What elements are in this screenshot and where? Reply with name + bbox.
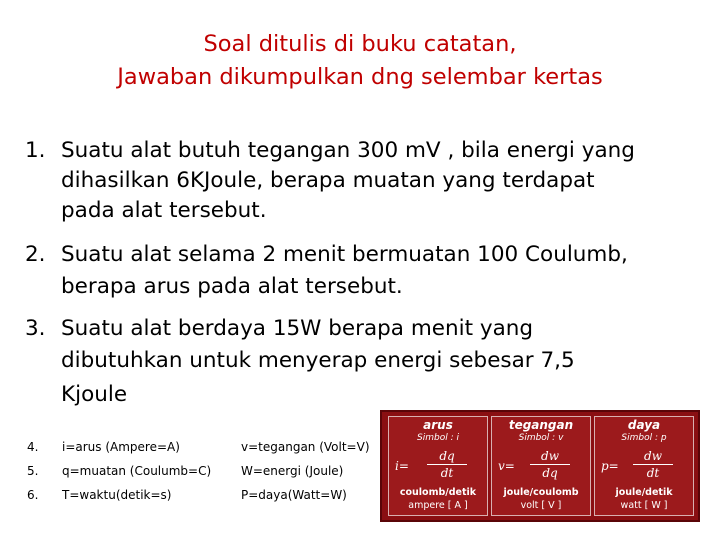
formula-numerator: dw <box>644 449 662 463</box>
formula-card-tegangan <box>491 416 591 516</box>
note-definition: q=muatan (Coulumb=C) <box>62 464 212 478</box>
card-heading: tegangan <box>508 418 574 432</box>
note-number: 5. <box>27 464 39 478</box>
card-unit-derived: coulomb/detik <box>399 487 477 498</box>
question-text-line: dihasilkan 6KJoule, berapa muatan yang terdapat <box>61 168 595 193</box>
card-formula <box>393 447 485 483</box>
note-definition: T=waktu(detik=s) <box>62 488 172 502</box>
note-definition: P=daya(Watt=W) <box>241 488 347 502</box>
card-symbol: Simbol : v <box>518 433 564 443</box>
note-number: 6. <box>27 488 39 502</box>
formula-lhs: i= <box>395 459 409 473</box>
card-formula <box>599 447 691 483</box>
question-text-line: pada alat tersebut. <box>61 198 267 223</box>
formula-numerator: dw <box>541 449 559 463</box>
formula-denominator: dt <box>440 466 454 480</box>
formula-numerator: dq <box>439 449 455 463</box>
formula-fraction <box>427 449 467 480</box>
card-unit-si: ampere [ A ] <box>408 500 468 511</box>
question-number: 1. <box>25 138 46 163</box>
card-symbol: Simbol : i <box>417 433 459 443</box>
note-definition: i=arus (Ampere=A) <box>62 440 180 454</box>
title-line-2: Jawaban dikumpulkan dng selembar kertas <box>117 64 603 90</box>
card-heading: arus <box>423 418 453 432</box>
formula-fraction <box>633 449 673 480</box>
formula-denominator: dt <box>646 466 660 480</box>
formula-lhs: p= <box>601 459 619 473</box>
formula-card-arus <box>388 416 488 516</box>
question-number: 3. <box>25 316 46 341</box>
note-definition: v=tegangan (Volt=V) <box>241 440 370 454</box>
question-text-line: dibutuhkan untuk menyerap energi sebesar 7,5 <box>61 348 575 373</box>
card-unit-derived: joule/coulomb <box>503 487 579 498</box>
formula-card-daya <box>594 416 694 516</box>
card-unit-si: watt [ W ] <box>620 500 668 511</box>
card-unit-derived: joule/detik <box>615 487 673 498</box>
note-definition: W=energi (Joule) <box>241 464 344 478</box>
question-number: 2. <box>25 242 46 267</box>
formula-fraction <box>530 449 570 480</box>
question-text-line: Kjoule <box>61 382 128 407</box>
formula-lhs: v= <box>498 459 515 473</box>
question-text-line: Suatu alat butuh tegangan 300 mV , bila energi yang <box>61 138 635 163</box>
question-text-line: berapa arus pada alat tersebut. <box>61 274 403 299</box>
card-heading: daya <box>627 418 661 432</box>
title-line-1: Soal ditulis di buku catatan, <box>203 31 517 57</box>
card-formula <box>496 447 588 483</box>
formula-denominator: dq <box>542 466 558 480</box>
formula-panel <box>380 410 700 522</box>
question-text-line: Suatu alat berdaya 15W berapa menit yang <box>61 316 534 341</box>
slide-title <box>0 28 720 94</box>
card-symbol: Simbol : p <box>621 433 667 443</box>
question-text-line: Suatu alat selama 2 menit bermuatan 100 Coulumb, <box>61 242 628 267</box>
card-unit-si: volt [ V ] <box>520 500 562 511</box>
note-number: 4. <box>27 440 39 454</box>
